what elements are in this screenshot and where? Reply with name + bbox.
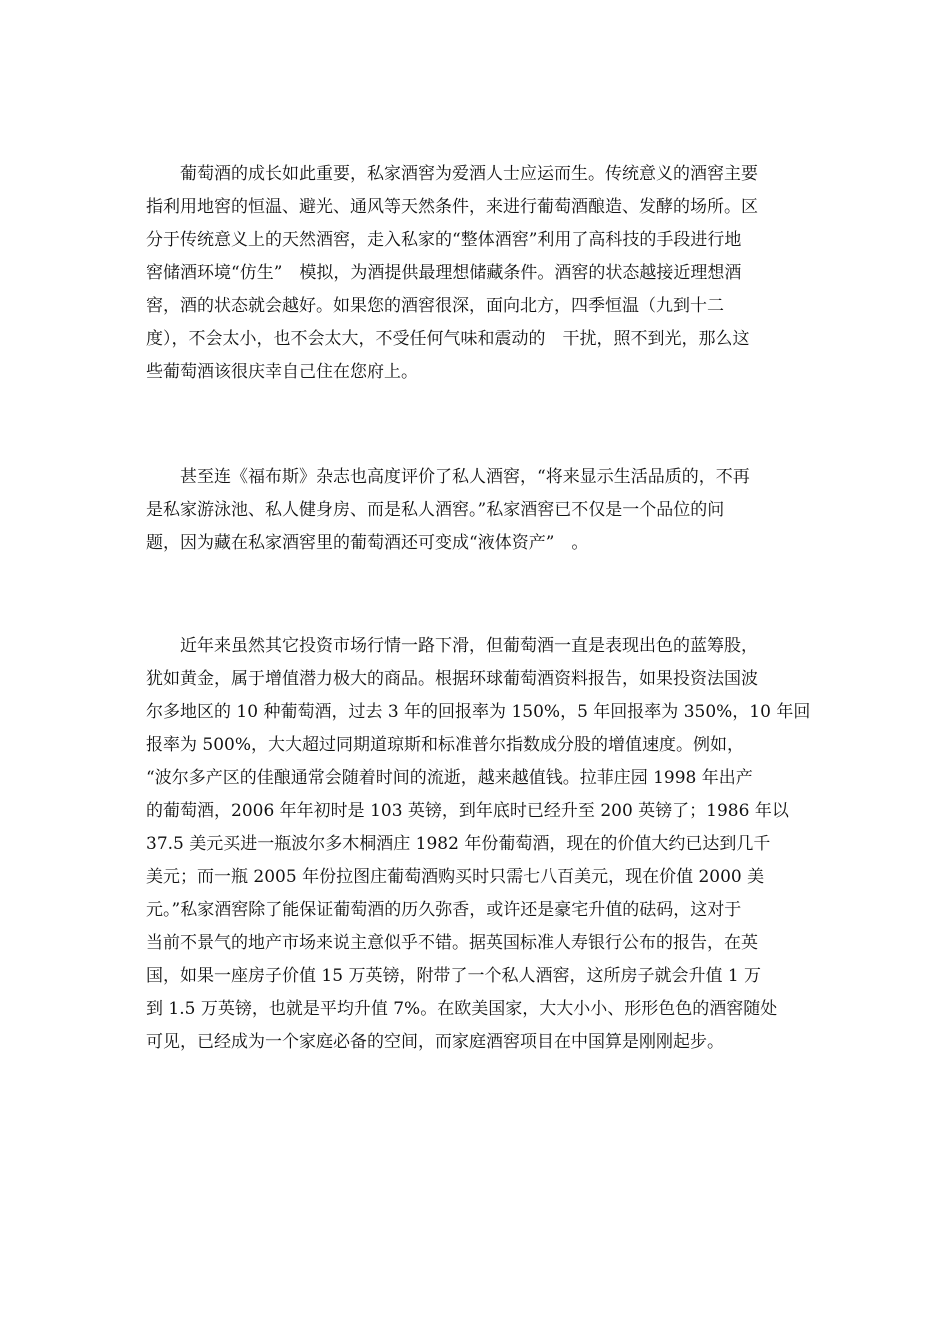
- paragraph-investment-value: [146, 630, 810, 1059]
- text-line: 报率为 500%，大大超过同期道琼斯和标准普尔指数成分股的增值速度。例如，: [146, 735, 745, 755]
- paragraph-spacer: [146, 560, 810, 630]
- text-line: 犹如黄金，属于增值潜力极大的商品。根据环球葡萄酒资料报告，如果投资法国波: [146, 669, 758, 689]
- text-line: 可见，已经成为一个家庭必备的空间，而家庭酒窖项目在中国算是刚刚起步。: [146, 1032, 724, 1052]
- text-line: 窖储酒环境“仿生” 模拟，为酒提供最理想储藏条件。酒窖的状态越接近理想酒: [146, 263, 742, 283]
- text-line: 美元；而一瓶 2005 年份拉图庄葡萄酒购买时只需七八百美元，现在价值 2000 美: [146, 867, 765, 887]
- text-line: 是私家游泳池、私人健身房、而是私人酒窖。”私家酒窖已不仅是一个品位的问: [146, 500, 725, 520]
- text-line: 甚至连《福布斯》杂志也高度评价了私人酒窖，“将来显示生活品质的，不再: [146, 467, 750, 487]
- text-line: 窖，酒的状态就会越好。如果您的酒窖很深，面向北方，四季恒温（九到十二: [146, 296, 724, 316]
- text-line: 到 1.5 万英镑，也就是平均升值 7%。在欧美国家，大大小小、形形色色的酒窖随处: [146, 999, 778, 1019]
- text-line: 尔多地区的 10 种葡萄酒，过去 3 年的回报率为 150%，5 年回报率为 350%，10 年回: [146, 702, 811, 722]
- text-line: 37.5 美元买进一瓶波尔多木桐酒庄 1982 年份葡萄酒，现在的价值大约已达到几千: [146, 834, 771, 854]
- text-line: “波尔多产区的佳酿通常会随着时间的流逝，越来越值钱。拉菲庄园 1998 年出产: [146, 768, 753, 788]
- text-line: 分于传统意义上的天然酒窖，走入私家的“整体酒窖”利用了高科技的手段进行地: [146, 230, 742, 250]
- text-line: 当前不景气的地产市场来说主意似乎不错。据英国标准人寿银行公布的报告，在英: [146, 933, 758, 953]
- paragraph-wine-cellar-intro: [146, 158, 810, 389]
- text-line: 题，因为藏在私家酒窖里的葡萄酒还可变成“液体资产” 。: [146, 533, 589, 553]
- text-line: 近年来虽然其它投资市场行情一路下滑，但葡萄酒一直是表现出色的蓝筹股，: [146, 636, 758, 656]
- paragraph-spacer: [146, 389, 810, 461]
- text-line: 度），不会太小，也不会太大，不受任何气味和震动的 干扰，照不到光，那么这: [146, 329, 750, 349]
- paragraph-forbes-comment: [146, 461, 810, 560]
- text-line: 葡萄酒的成长如此重要，私家酒窖为爱酒人士应运而生。传统意义的酒窖主要: [146, 164, 758, 184]
- text-line: 指利用地窖的恒温、避光、通风等天然条件，来进行葡萄酒酿造、发酵的场所。区: [146, 197, 758, 217]
- text-line: 些葡萄酒该很庆幸自己住在您府上。: [146, 362, 418, 382]
- document-body: [146, 158, 810, 1059]
- text-line: 国，如果一座房子价值 15 万英镑，附带了一个私人酒窖，这所房子就会升值 1 万: [146, 966, 762, 986]
- text-line: 的葡萄酒，2006 年年初时是 103 英镑，到年底时已经升至 200 英镑了；1986 年以: [146, 801, 789, 821]
- text-line: 元。”私家酒窖除了能保证葡萄酒的历久弥香，或许还是豪宅升值的砝码，这对于: [146, 900, 742, 920]
